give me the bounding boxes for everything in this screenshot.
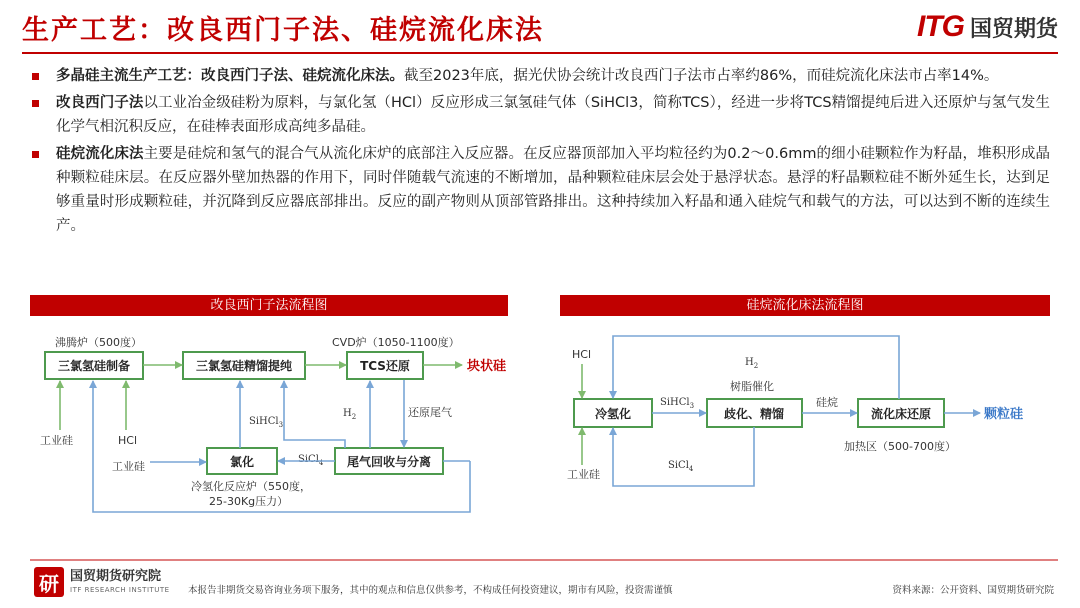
box-hydro-label: 氯化 (229, 455, 255, 469)
label-industrial-si-2: 工业硅 (112, 460, 145, 473)
label-industrial-si-1: 工业硅 (40, 434, 73, 447)
label-tail-gas: 还原尾气 (408, 406, 452, 419)
label-boil-furnace: 沸腾炉（500度） (55, 336, 142, 349)
siemens-diagram-banner: 改良西门子法流程图 (30, 295, 508, 316)
bullet-lead: 改良西门子法 (56, 95, 144, 111)
fbr-flowchart (567, 336, 1024, 486)
institute-name-cn: 国贸期货研究院 (70, 569, 162, 584)
label-sihcl3-right: SiHCl$_3$ (660, 397, 695, 410)
label-industrial-si-right: 工业硅 (567, 468, 600, 481)
institute-name-en: ITF RESEARCH INSTITUTE (70, 586, 170, 594)
disclaimer: 本报告非期货交易咨询业务项下服务，其中的观点和信息仅供参考，不构成任何投资建议，期市有风险，投资需谨慎 (188, 585, 673, 596)
box-cold-hydro-label: 冷氢化 (594, 407, 632, 421)
label-cvd-furnace: CVD炉（1050-1100度） (332, 336, 460, 349)
label-hcl-right: HCl (572, 348, 592, 361)
box-recovery-label: 尾气回收与分离 (346, 455, 432, 469)
bullet-text: 主要是硅烷和氢气的混合气从流化床炉的底部注入反应器。在反应器顶部加入平均粒径约为0.2～0.6mm的细小硅颗粒作为籽晶，堆积形成晶种颗粒硅床层。在反应器外壁加热器的作用下，同时伴随载气流速的不断增加，晶种颗粒硅床层会处于悬浮状态。悬浮的籽晶颗粒硅不断外延生长，达到足够重量时形成颗粒硅，并沉降到反应器底部排出。反应的副产物则从顶部管路排出。这种持续加入籽晶和通入硅烷气和载气的方法，可以达到不断的连续生产。 (56, 146, 1050, 234)
logo-latin: ITG (916, 10, 964, 43)
siemens-flowchart (40, 335, 507, 512)
arrow-sicl4-recycle (613, 427, 754, 486)
label-cold-reactor-line1: 冷氢化反应炉（550度， (191, 480, 311, 493)
box-fbr-label: 流化床还原 (870, 407, 932, 421)
fbr-diagram-banner: 硅烷流化床法流程图 (560, 295, 1050, 316)
bullet-lead: 多晶硅主流生产工艺：改良西门子法、硅烷流化床法。 (56, 68, 404, 84)
label-h2-right: $H_2$ (745, 357, 759, 370)
label-heat-zone: 加热区（500-700度） (844, 440, 956, 453)
label-sicl4: SiCl$_4$ (298, 454, 324, 467)
logo-cn: 国贸期货 (969, 16, 1058, 42)
label-sicl4-right: SiCl$_4$ (668, 460, 694, 473)
box-tcs-make-label: 三氯氢硅制备 (57, 359, 131, 373)
box-tcs-purify-label: 三氯氢硅精馏提纯 (195, 359, 293, 373)
bullet-lead: 硅烷流化床法 (56, 146, 144, 162)
box-disprop-label: 歧化、精馏 (723, 407, 785, 421)
label-cold-reactor-line2: 25-30Kg压力） (209, 495, 289, 508)
label-silane: 硅烷 (816, 396, 838, 409)
label-sihcl3: SiHCl$_3$ (249, 416, 284, 429)
footer-logo (34, 567, 170, 597)
research-seal-icon: 研 (34, 567, 64, 597)
label-product-granular-si: 颗粒硅 (984, 407, 1024, 422)
label-product-lump-si: 块状硅 (467, 359, 507, 374)
box-tcs-reduce-label: TCS还原 (360, 359, 410, 373)
label-h2: $H_2$ (343, 408, 357, 421)
label-resin: 树脂催化 (730, 380, 774, 393)
bullet-text: 截至2023年底，据光伏协会统计改良西门子法市占率约86%，而硅烷流化床法市占率14%。 (404, 68, 999, 84)
page-title: 生产工艺：改良西门子法、硅烷流化床法 (22, 15, 544, 46)
arrow-recovery-to-purify (284, 381, 345, 448)
bullet-text: 以工业冶金级硅粉为原料，与氯化氢（HCl）反应形成三氯氢硅气体（SiHCl3，简称TCS），经进一步将TCS精馏提纯后进入还原炉与氢气发生化学气相沉积反应，在硅棒表面形成高纯多晶硅。 (56, 95, 1050, 135)
label-hcl: HCl (118, 434, 138, 447)
data-source: 资料来源：公开资料、国贸期货研究院 (892, 585, 1054, 596)
